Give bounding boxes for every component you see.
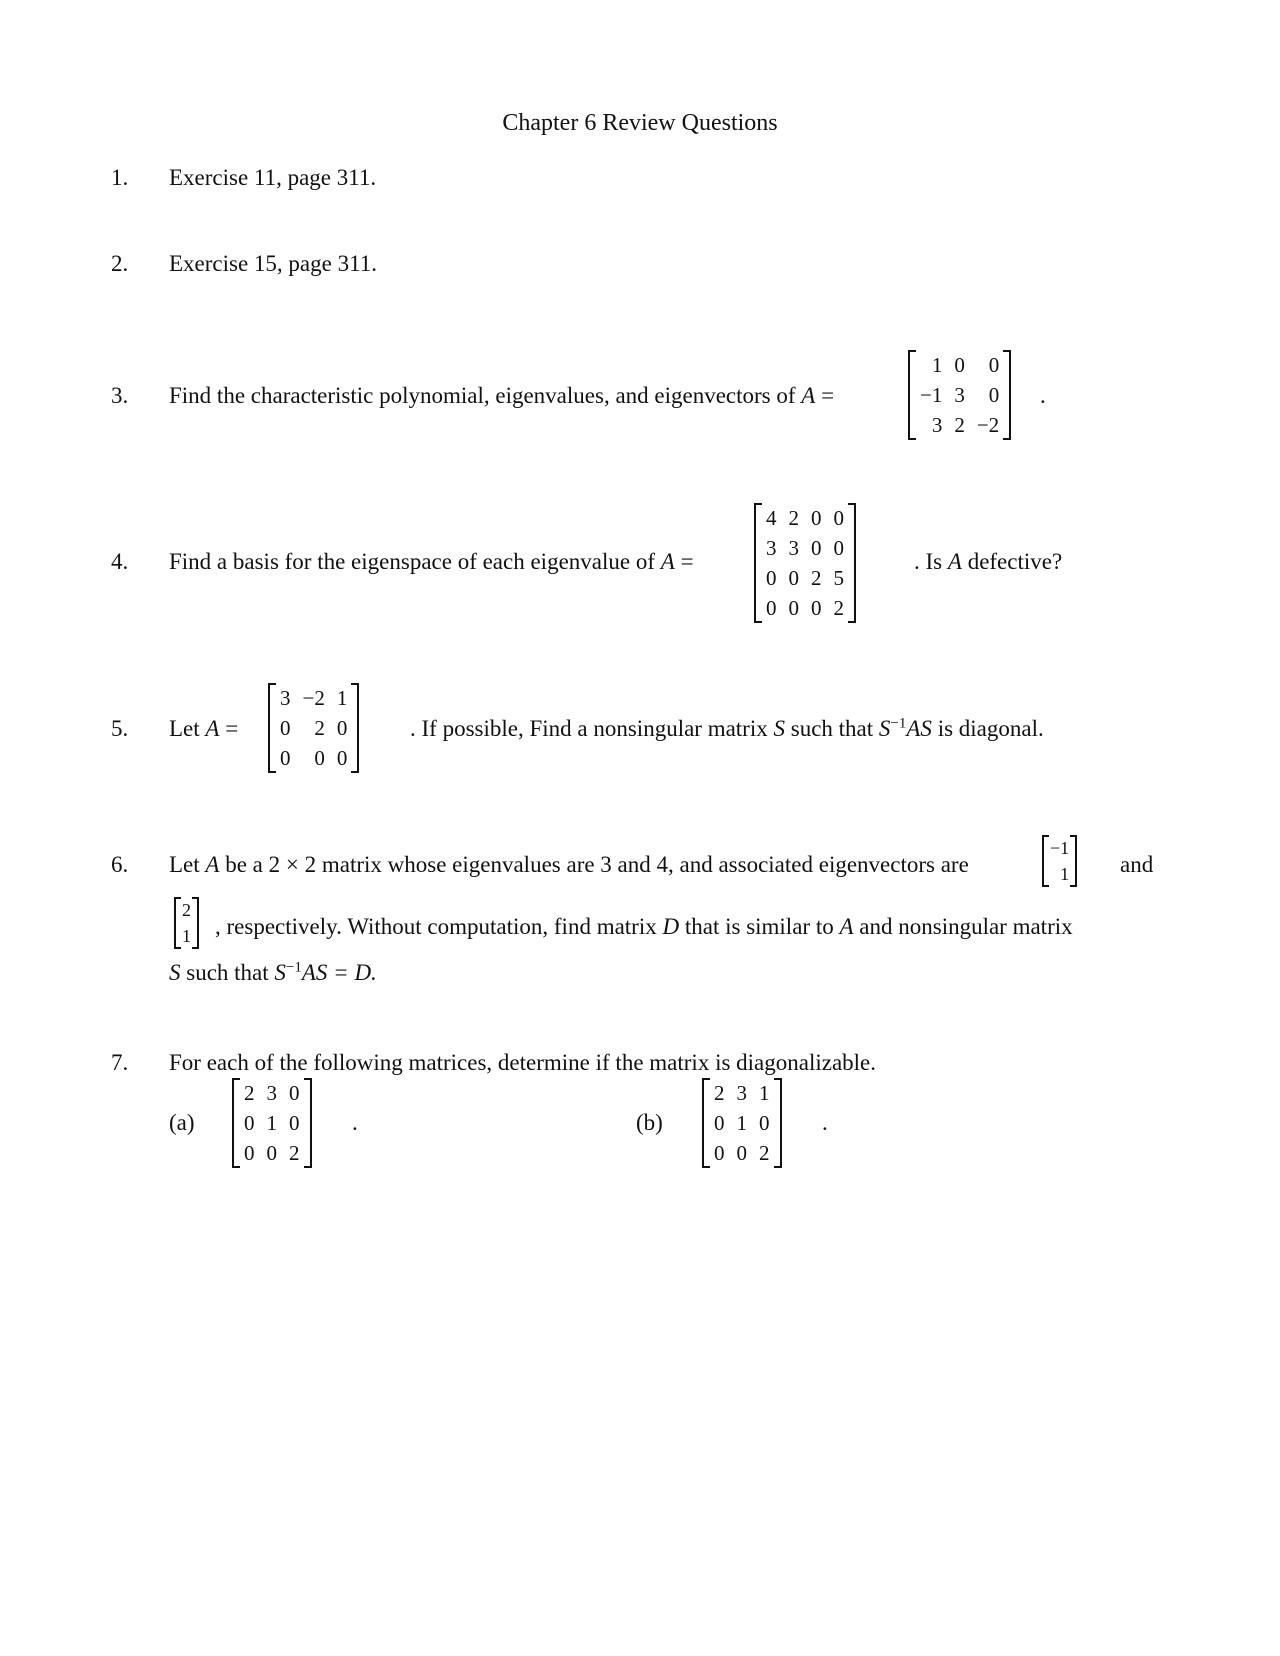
- matrix-entry: 0: [314, 746, 325, 770]
- question-text: Let A be a 2 × 2 matrix whose eigenvalues are 3 and 4, and associated eigenvectors are: [169, 852, 969, 877]
- matrix-entry: 0: [266, 1141, 277, 1165]
- matrix-entry: 2: [833, 596, 844, 620]
- matrix-entry: 3: [736, 1081, 747, 1105]
- matrix-entry: −2: [302, 686, 325, 710]
- question-number: 2.: [111, 251, 129, 276]
- matrix-entry: −2: [976, 413, 1000, 437]
- vector-entry: 2: [182, 900, 191, 920]
- matrix-entry: 2: [759, 1141, 770, 1165]
- matrix-entry: 0: [811, 536, 822, 560]
- matrix-entry: 0: [336, 716, 348, 740]
- question-number: 6.: [111, 852, 129, 877]
- matrix-entry: 0: [954, 353, 965, 377]
- question-text: Exercise 15, page 311.: [169, 251, 377, 276]
- matrix-entry: 1: [759, 1081, 770, 1105]
- matrix-entry: 3: [954, 383, 965, 407]
- and-text: and: [1120, 852, 1154, 877]
- matrix-entry: 1: [736, 1111, 747, 1135]
- part-label-a: (a): [169, 1110, 195, 1135]
- matrix-entry: 0: [244, 1111, 255, 1135]
- vector-entry: 1: [182, 926, 191, 946]
- matrix-entry: 0: [244, 1141, 255, 1165]
- period: .: [822, 1110, 828, 1135]
- matrix-entry: 2: [811, 566, 822, 590]
- matrix-entry: 1: [931, 353, 943, 377]
- matrix-entry: 2: [954, 413, 965, 437]
- matrix-entry: 0: [280, 716, 291, 740]
- question-number: 5.: [111, 716, 129, 741]
- eigenvector-2: [174, 897, 199, 949]
- question-text: Exercise 11, page 311.: [169, 165, 377, 190]
- question-number: 7.: [111, 1050, 129, 1075]
- matrix-entry: 0: [289, 1081, 300, 1105]
- matrix-entry: 0: [280, 746, 291, 770]
- matrix-entry: 2: [244, 1081, 255, 1105]
- question-tail: . If possible, Find a nonsingular matrix S such that $S^{-1}AS$ is diagonal.: [410, 715, 1044, 741]
- matrix-b-part-b: [702, 1078, 782, 1168]
- matrix-entry: 1: [266, 1111, 277, 1135]
- eigenvector-1: [1042, 835, 1077, 887]
- matrix-a: [754, 503, 856, 623]
- question-text: Find the characteristic polynomial, eigenvalues, and eigenvectors of A =: [169, 383, 835, 408]
- period: .: [1040, 383, 1046, 408]
- part-label-b: (b): [636, 1110, 663, 1135]
- matrix-entry: 3: [280, 686, 291, 710]
- matrix-a-part-a: [232, 1078, 312, 1168]
- question-text: Find a basis for the eigenspace of each eigenvalue of A =: [169, 549, 694, 574]
- matrix-entry: 0: [833, 506, 844, 530]
- matrix-entry: 1: [336, 686, 348, 710]
- matrix-entry: 0: [988, 383, 1000, 407]
- question-number: 4.: [111, 549, 129, 574]
- matrix-entry: 0: [811, 596, 822, 620]
- matrix-entry: −1: [920, 383, 943, 407]
- matrix-entry: 3: [266, 1081, 277, 1105]
- matrix-entry: 4: [766, 506, 777, 530]
- matrix-entry: 0: [788, 566, 799, 590]
- vector-entry: −1: [1050, 838, 1070, 858]
- matrix-entry: 0: [988, 353, 1000, 377]
- question-text: S such that $S^{-1}AS = D$.: [169, 959, 377, 985]
- matrix-entry: 0: [714, 1141, 725, 1165]
- question-text: Let A =: [169, 716, 239, 741]
- matrix-entry: 0: [766, 566, 777, 590]
- question-number: 1.: [111, 165, 129, 190]
- question-number: 3.: [111, 383, 129, 408]
- matrix-entry: 2: [314, 716, 325, 740]
- matrix-entry: 0: [788, 596, 799, 620]
- matrix-a: [268, 683, 359, 773]
- matrix-entry: 3: [931, 413, 943, 437]
- matrix-entry: 3: [788, 536, 799, 560]
- question-text: , respectively. Without computation, find matrix D that is similar to A and nonsingular matrix: [215, 914, 1073, 939]
- matrix-entry: 2: [788, 506, 799, 530]
- matrix-entry: 3: [766, 536, 777, 560]
- matrix-entry: 0: [833, 536, 844, 560]
- matrix-entry: 0: [714, 1111, 725, 1135]
- matrix-entry: 0: [766, 596, 777, 620]
- matrix-entry: 0: [759, 1111, 770, 1135]
- period: .: [352, 1110, 358, 1135]
- question-text: For each of the following matrices, determine if the matrix is diagonalizable.: [169, 1050, 877, 1075]
- matrix-entry: 0: [289, 1111, 300, 1135]
- matrix-entry: 0: [811, 506, 822, 530]
- matrix-entry: 0: [336, 746, 348, 770]
- matrix-a: [908, 350, 1011, 440]
- matrix-entry: 2: [289, 1141, 300, 1165]
- page-title: Chapter 6 Review Questions: [502, 110, 778, 136]
- matrix-entry: 5: [833, 566, 844, 590]
- vector-entry: 1: [1060, 864, 1070, 884]
- matrix-entry: 2: [714, 1081, 725, 1105]
- matrix-entry: 0: [736, 1141, 747, 1165]
- question-tail: . Is A defective?: [914, 549, 1063, 574]
